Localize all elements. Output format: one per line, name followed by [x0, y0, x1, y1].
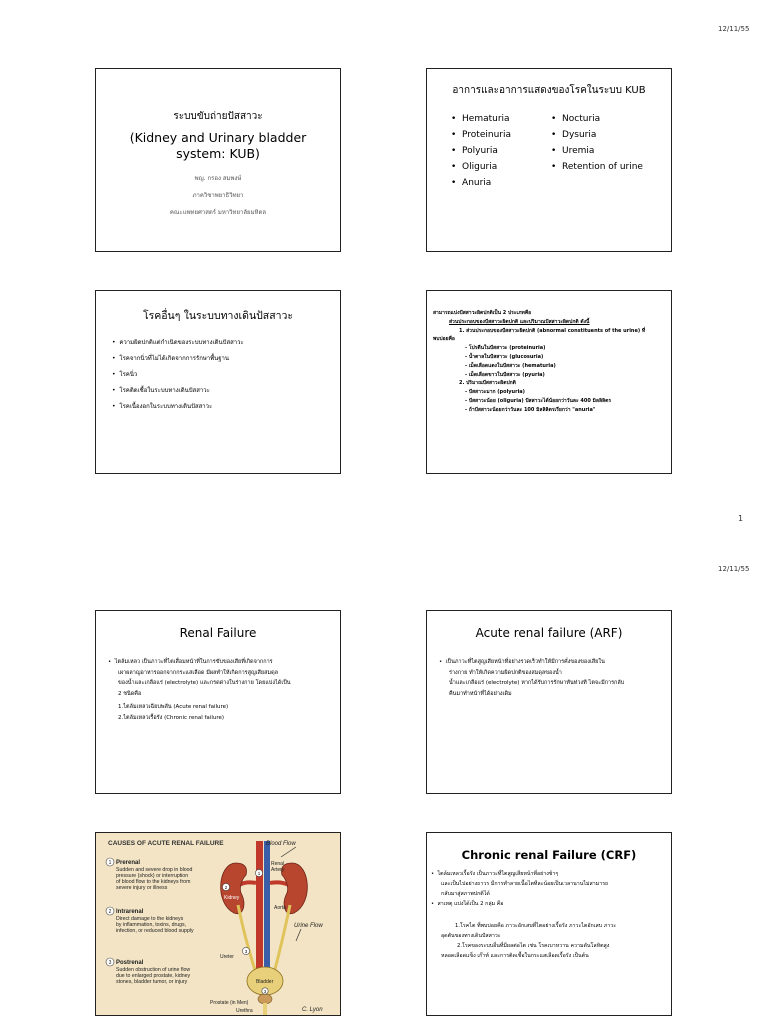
cause-number: 2 [108, 909, 112, 915]
text-line: 2. ปริมาณปัสสาวะผิดปกติ [459, 380, 516, 387]
label-kidney: Kidney [224, 895, 240, 901]
crf-text [431, 869, 616, 961]
blood-flow-arrow [281, 847, 296, 857]
list-item: • Polyuria [451, 146, 498, 156]
slide-faculty: คณะแพทยศาสตร์ มหาวิทยาลัยมหิดล [169, 209, 267, 216]
label-artery: Artery [271, 867, 285, 873]
marker-number: 3 [244, 949, 248, 954]
cause-desc-line: severe injury or illness [116, 885, 168, 891]
text-line: 1.ไตล้มเหลวเฉียบพลัน (Acute renal failure) [118, 704, 229, 710]
ureter-right [274, 905, 290, 973]
list-item: • Proteinuria [451, 130, 511, 140]
text-line: - ปัสสาวะมาก (polyuria) [465, 389, 525, 396]
list-item: • โรคติดเชื้อในระบบทางเดินปัสสาวะ [112, 387, 210, 394]
list-item: • Hematuria [451, 114, 510, 124]
label-renal: Renal [271, 861, 285, 867]
urine-flow-arrow [296, 929, 301, 941]
artist-signature: C. Lyon [302, 1007, 323, 1013]
cause-desc-line: due to enlarged prostate, kidney [116, 973, 191, 979]
slide-other-diseases [95, 290, 341, 474]
marker-number: 3 [263, 989, 267, 994]
slide-abnormal-urine [426, 290, 672, 474]
list-item: • Retention of urine [551, 162, 643, 172]
cause-name: Prerenal [116, 860, 141, 866]
text-line: อุดตันของทางเดินปัสสาวะ [441, 933, 501, 939]
list-item: • โรคนิ่ว [112, 371, 138, 378]
text-line: - โปรตีนในปัสสาวะ (proteinuria) [465, 345, 546, 352]
page-date-top: 12/11/55 [718, 25, 750, 33]
cause-name: Intrarenal [116, 909, 144, 915]
arf-causes-diagram [96, 833, 340, 1015]
diagram-heading: CAUSES OF ACUTE RENAL FAILURE [108, 840, 224, 847]
text-line: 2.โรคของระบบอื่นที่มีผลต่อไต เช่น โรคเบาหวาน ความดันโลหิตสูง [457, 943, 610, 949]
text-line: 1.โรคไต ที่พบบ่อยคือ ภาวะอักเสบที่ไตอย่างเรื้อรัง ภาวะไตอักเสบ ภาวะ [455, 923, 617, 929]
text-line: - ถ้าปัสสาวะน้อยกว่าวันละ 100 มิลลิลิตรเรียกว่า "anuria" [465, 406, 596, 413]
marker-number: 1 [257, 871, 261, 876]
list-item: • โรคจากนิ่วที่ไม่ได้เกิดจากการรักษาพื้นฐาน [112, 355, 229, 362]
symptom-list-right [551, 111, 643, 175]
cause-desc-line: Direct damage to the kidneys [116, 916, 184, 922]
text-line: ของน้ำและเกลือแร่ (electrolyte) และกรดด่างในร่างกาย โดยแบ่งได้เป็น [118, 680, 291, 686]
marker-number: 2 [224, 885, 228, 890]
label-ureter: Ureter [220, 954, 234, 960]
text-line: • ไตล้มเหลวเรื้อรัง เป็นภาวะที่ไตสูญเสียหน้าที่อย่างช้าๆ [431, 871, 559, 877]
text-line: 1. ส่วนประกอบของปัสสาวะผิดปกติ (abnormal constituents of the urine) ที่ [459, 327, 646, 334]
cause-number: 1 [108, 860, 112, 866]
slide-author: พญ. กรอง สมพงษ์ [194, 175, 242, 182]
ureter-left [238, 905, 256, 973]
text-line: - น้ำตาลในปัสสาวะ (glucosuria) [465, 353, 544, 360]
cause-desc-line: infection, or reduced blood supply [116, 928, 194, 934]
cause-number: 3 [108, 960, 112, 966]
list-item: • Dysuria [551, 130, 597, 140]
abnormal-urine-text [433, 309, 645, 415]
list-item: • Nocturia [551, 114, 601, 124]
slide-renal-failure [95, 610, 341, 794]
text-line: ร่างกาย ทำให้เกิดความผิดปกติของสมดุลของน้ำ [449, 669, 562, 676]
slide-renal-failure-title: Renal Failure [179, 626, 257, 640]
list-item: • โรคเนื้องอกในระบบทางเดินปัสสาวะ [112, 403, 213, 410]
text-line: - เม็ดเลือดขาวในปัสสาวะ (pyuria) [465, 371, 545, 378]
list-item: • ความผิดปกติแต่กำเนิดของระบบทางเดินปัสสาวะ [112, 339, 244, 346]
text-line: • สาเหตุ แบ่งได้เป็น 2 กลุ่ม คือ [431, 901, 504, 907]
cause-desc-line: Sudden obstruction of urine flow [116, 967, 191, 973]
label-prostate: Prostate (in Men) [210, 1000, 249, 1006]
text-line: 2.ไตล้มเหลวเรื้อรัง (Chronic renal failure) [118, 714, 225, 721]
slide-title-thai: ระบบขับถ่ายปัสสาวะ [173, 111, 263, 122]
slide-arf-causes-illustration [95, 832, 341, 1016]
text-line: เผาผลาญอาหารออกจากกระแสเลือด มีผลทำให้เกิดการสูญเสียสมดุล [118, 669, 279, 676]
label-urine-flow: Urine Flow [294, 923, 323, 929]
cause-name: Postrenal [116, 960, 144, 966]
text-line: พบบ่อยคือ [433, 336, 455, 343]
slide-title-english-2: system: KUB) [176, 146, 260, 161]
text-line: สามารถแบ่งปัสสาวะผิดปกติเป็น 2 ประเภทคือ [433, 310, 532, 316]
page-date-mid: 12/11/55 [718, 565, 750, 573]
text-line: 2 ชนิดคือ [118, 690, 142, 697]
list-item: • Anuria [451, 178, 492, 188]
renal-failure-text [108, 657, 291, 723]
prostate-shape [258, 994, 272, 1004]
text-line: หลอดเลือดแข็ง เก๊าท์ และการติดเชื้อในกระแสเลือดเรื้อรัง เป็นต้น [441, 953, 589, 959]
text-line: ส่วนประกอบของปัสสาวะผิดปกติ และปริมาณปัสสาวะผิดปกติ ดังนี้ [449, 318, 590, 325]
label-bladder: Bladder [256, 979, 274, 985]
slide-other-diseases-title: โรคอื่นๆ ในระบบทางเดินปัสสาวะ [142, 310, 294, 322]
slide-title-kub [95, 68, 341, 252]
arf-text [439, 657, 624, 699]
slide-symptoms [426, 68, 672, 252]
urethra-shape [263, 1003, 267, 1015]
page-number: 1 [738, 514, 744, 523]
text-line: กลับมาสู่สภาพปกติได้ [441, 891, 490, 897]
slide-title-english-1: (Kidney and Urinary bladder [129, 130, 307, 145]
slide-crf-title: Chronic renal Failure (CRF) [461, 848, 637, 862]
label-aorta: Aorta [274, 905, 286, 911]
slide-acute-renal-failure [426, 610, 672, 794]
slide-arf-title: Acute renal failure (ARF) [475, 626, 623, 640]
label-blood-flow: Blood Flow [266, 841, 296, 847]
symptom-list-left [451, 111, 511, 191]
cause-desc-line: pressure (shock) or interruption [116, 873, 189, 879]
cause-desc-line: of blood flow to the kidneys from [116, 879, 191, 885]
text-line: • เป็นภาวะที่ไตสูญเสียหน้าที่อย่างรวดเร็วทำให้มีการคั่งของของเสียใน [439, 659, 605, 665]
cause-desc-line: by inflammation, toxins, drugs, [116, 922, 187, 928]
slide-symptoms-title: อาการและอาการแสดงของโรคในระบบ KUB [452, 85, 646, 96]
slide-department: ภาควิชาพยาธิวิทยา [192, 192, 244, 199]
text-line: • ไตล้มเหลว เป็นภาวะที่ไตเสื่อมหน้าที่ในการขับของเสียที่เกิดจากการ [108, 659, 273, 665]
text-line: คืนมาทำหน้าที่ได้อย่างเดิม [449, 690, 512, 697]
cause-desc-line: stones, bladder tumor, or injury [116, 979, 188, 985]
text-line: น้ำและเกลือแร่ (electrolyte) หากได้รับการรักษาทันท่วงที ไตจะมีการกลับ [449, 680, 625, 686]
list-item: • Oliguria [451, 162, 498, 172]
slide-chronic-renal-failure [426, 832, 672, 1016]
disease-list [112, 335, 244, 415]
text-line: และเป็นไปอย่างถาวร มีการทำลายเนื้อไตทีละน้อยเป็นเวลานานไม่สามารถ [441, 881, 609, 887]
text-line: - เม็ดเลือดแดงในปัสสาวะ (hematuria) [465, 362, 556, 369]
list-item: • Uremia [551, 146, 595, 156]
text-line: - ปัสสาวะน้อย (oliguria) ปัสสาวะได้น้อยกว่าวันละ 400 มิลลิลิตร [465, 397, 611, 404]
label-urethra: Urethra [236, 1008, 253, 1014]
cause-desc-line: Sudden and severe drop in blood [116, 867, 193, 873]
